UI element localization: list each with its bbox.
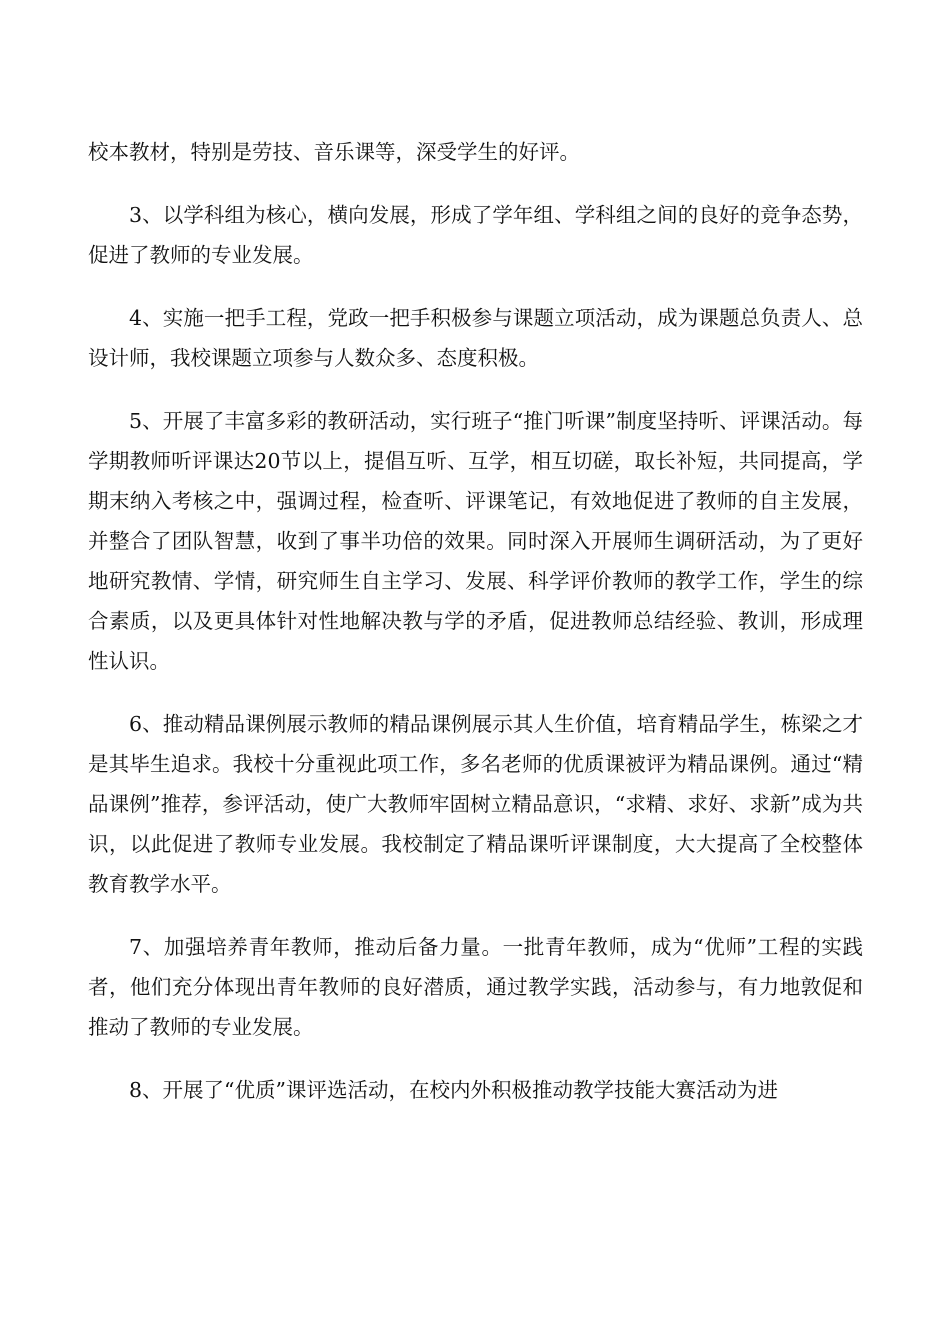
paragraph-item-3: 3、以学科组为核心，横向发展，形成了学年组、学科组之间的良好的竞争态势，促进了教师的专业发展。 — [88, 203, 863, 267]
paragraph-item-7: 7、加强培养青年教师，推动后备力量。一批青年教师，成为“优师”工程的实践者，他们充分体现出青年教师的良好潜质，通过教学实践，活动参与，有力地敦促和推动了教师的专业发展。 — [88, 935, 863, 1039]
document-body — [88, 132, 863, 1133]
paragraph-item-8: 8、开展了“优质”课评选活动，在校内外积极推动教学技能大赛活动为进 — [129, 1078, 779, 1102]
paragraph-continuation: 校本教材，特别是劳技、音乐课等，深受学生的好评。 — [88, 140, 580, 164]
paragraph-item-5: 5、开展了丰富多彩的教研活动，实行班子“推门听课”制度坚持听、评课活动。每学期教师听评课达20节以上，提倡互听、互学，相互切磋，取长补短，共同提高，学期末纳入考核之中，强调过程，检查听、评课笔记，有效地促进了教师的自主发展，并整合了团队智慧，收到了事半功倍的效果。同时深入开展师生调研活动，为了更好地研究教情、学情，研究师生自主学习、发展、科学评价教师的教学工作，学生的综合素质，以及更具体针对性地解决教与学的矛盾，促进教师总结经验、教训，形成理性认识。 — [88, 409, 863, 673]
paragraph-item-4: 4、实施一把手工程，党政一把手积极参与课题立项活动，成为课题总负责人、总设计师，我校课题立项参与人数众多、态度积极。 — [88, 306, 863, 370]
paragraph-item-6: 6、推动精品课例展示教师的精品课例展示其人生价值，培育精品学生，栋梁之才是其毕生追求。我校十分重视此项工作，多名老师的优质课被评为精品课例。通过“精品课例”推荐，参评活动，使广大教师牢固树立精品意识，“求精、求好、求新”成为共识，以此促进了教师专业发展。我校制定了精品课听评课制度，大大提高了全校整体教育教学水平。 — [88, 712, 863, 896]
